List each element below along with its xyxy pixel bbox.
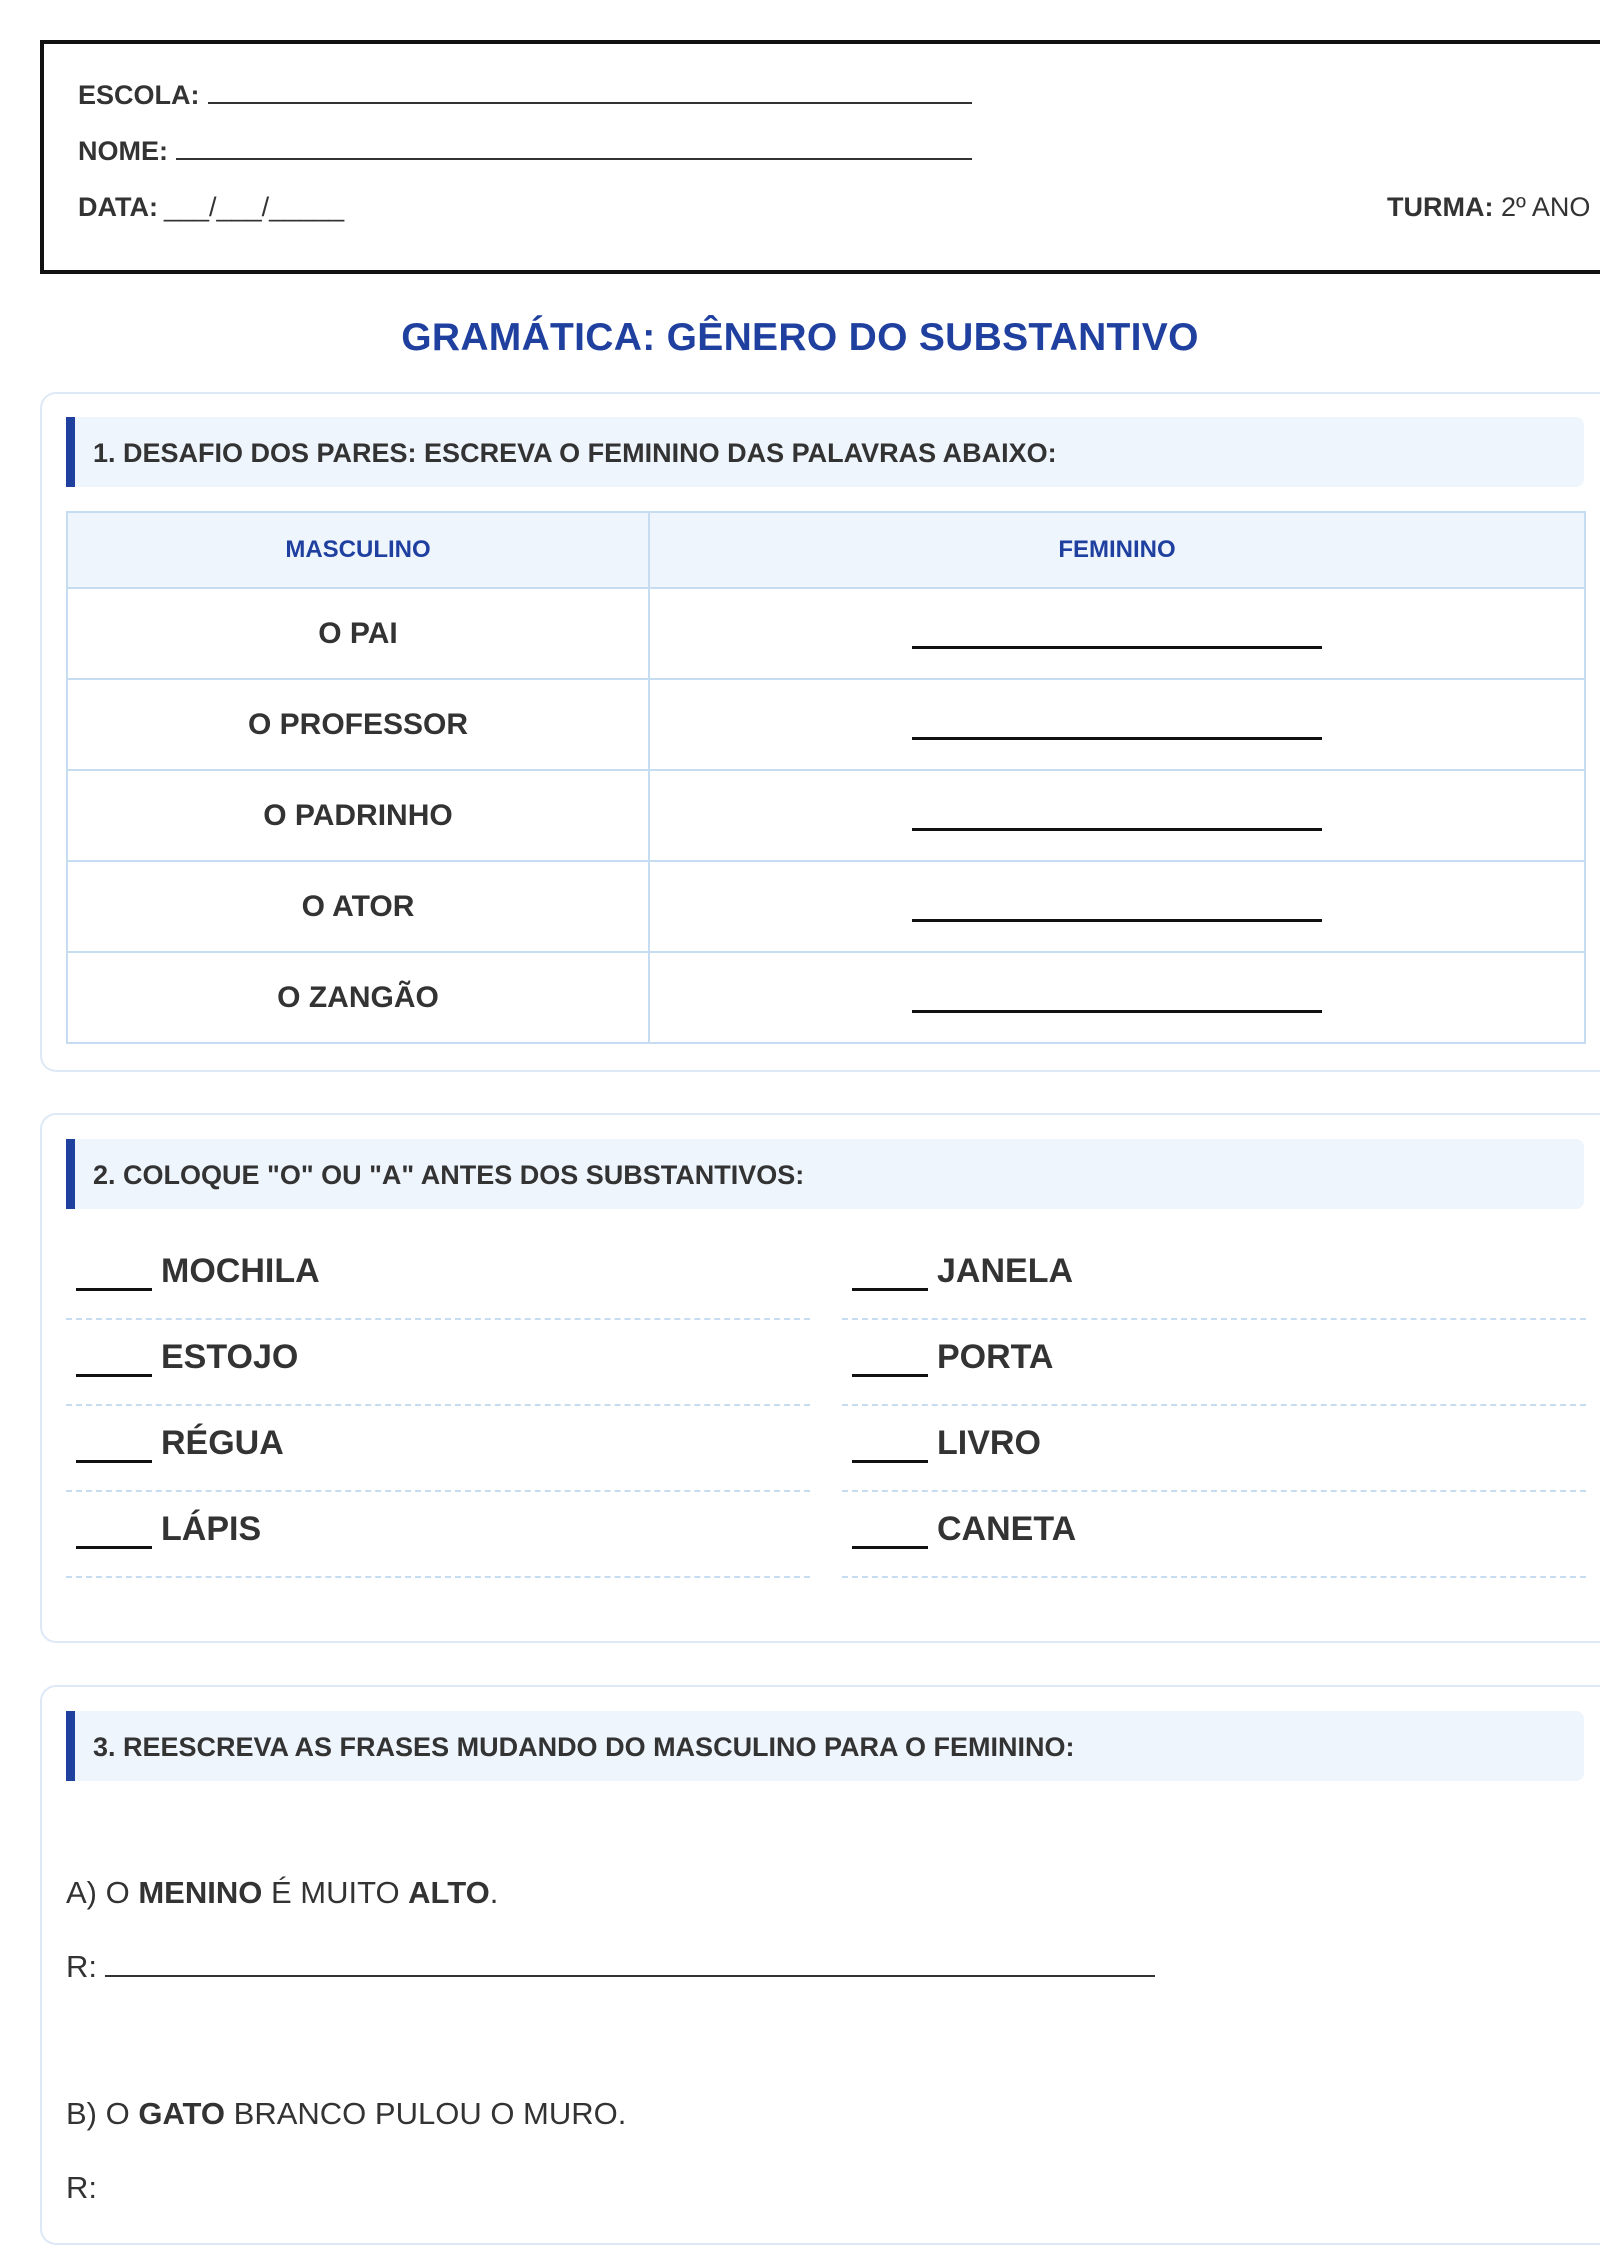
masculine-word: O PAI — [67, 588, 649, 679]
article-blank[interactable] — [76, 1288, 152, 1291]
table-row — [67, 861, 1585, 952]
noun-word: RÉGUA — [161, 1424, 284, 1462]
article-item[interactable] — [842, 1320, 1586, 1406]
table-row — [67, 679, 1585, 770]
article-item[interactable] — [842, 1406, 1586, 1492]
answer-b-label: R: — [66, 2170, 97, 2205]
section-3-heading-text: 3. REESCREVA AS FRASES MUDANDO DO MASCULINO PARA O FEMININO: — [93, 1732, 1075, 1762]
answer-line[interactable] — [912, 628, 1322, 649]
answer-b[interactable] — [66, 2170, 97, 2206]
noun-word: LÁPIS — [161, 1510, 262, 1548]
masculine-word: O PROFESSOR — [67, 679, 649, 770]
sentence-a — [66, 1875, 498, 1911]
feminine-answer-cell[interactable] — [649, 588, 1585, 679]
escola-field[interactable] — [78, 80, 972, 111]
section-2-heading-text: 2. COLOQUE "O" OU "A" ANTES DOS SUBSTANTIVOS: — [93, 1160, 805, 1190]
article-blank[interactable] — [852, 1460, 928, 1463]
section-2-heading — [66, 1139, 1584, 1209]
turma-field — [1387, 192, 1590, 223]
nome-field[interactable] — [78, 136, 972, 167]
section-1-heading-text: 1. DESAFIO DOS PARES: ESCREVA O FEMININO DAS PALAVRAS ABAIXO: — [93, 438, 1057, 468]
sentence-b-suffix: BRANCO PULOU O MURO. — [225, 2096, 627, 2131]
masculine-word: O PADRINHO — [67, 770, 649, 861]
noun-word: LIVRO — [937, 1424, 1041, 1462]
sentence-b — [66, 2096, 626, 2132]
article-item[interactable] — [842, 1234, 1586, 1320]
answer-line[interactable] — [912, 992, 1322, 1013]
column-header-masculino: MASCULINO — [67, 512, 649, 588]
sentence-a-mid: É MUITO — [262, 1875, 409, 1910]
section-2-card — [40, 1113, 1600, 1643]
header-box — [40, 40, 1600, 274]
page-title: GRAMÁTICA: GÊNERO DO SUBSTANTIVO — [401, 316, 1199, 359]
article-blank[interactable] — [852, 1374, 928, 1377]
table-row — [67, 588, 1585, 679]
data-field[interactable] — [78, 192, 344, 223]
article-blank[interactable] — [76, 1460, 152, 1463]
article-item[interactable] — [842, 1492, 1586, 1578]
answer-line[interactable] — [912, 719, 1322, 740]
feminine-answer-cell[interactable] — [649, 861, 1585, 952]
feminine-answer-cell[interactable] — [649, 679, 1585, 770]
nome-line[interactable] — [176, 157, 972, 160]
feminine-answer-cell[interactable] — [649, 770, 1585, 861]
table-row — [67, 770, 1585, 861]
noun-word: JANELA — [937, 1252, 1074, 1290]
sentence-b-bold-noun: GATO — [138, 2096, 226, 2131]
article-item[interactable] — [66, 1234, 810, 1320]
answer-a-line[interactable] — [105, 1974, 1155, 1977]
escola-label: ESCOLA: — [78, 80, 200, 110]
sentence-b-prefix: B) O — [66, 2096, 139, 2131]
turma-label: TURMA: — [1387, 192, 1494, 222]
data-value[interactable]: ___/___/_____ — [163, 192, 345, 222]
answer-line[interactable] — [912, 901, 1322, 922]
article-blank[interactable] — [76, 1546, 152, 1549]
section-3-heading — [66, 1711, 1584, 1781]
escola-line[interactable] — [208, 101, 972, 104]
article-item[interactable] — [66, 1320, 810, 1406]
article-item[interactable] — [66, 1406, 810, 1492]
column-header-feminino: FEMININO — [649, 512, 1585, 588]
sentence-a-bold-noun: MENINO — [138, 1875, 263, 1910]
answer-a[interactable] — [66, 1949, 1155, 1985]
noun-word: ESTOJO — [161, 1338, 299, 1376]
article-blank[interactable] — [852, 1288, 928, 1291]
feminine-answer-cell[interactable] — [649, 952, 1585, 1043]
noun-word: CANETA — [937, 1510, 1077, 1548]
nome-label: NOME: — [78, 136, 168, 166]
answer-a-label: R: — [66, 1949, 97, 1984]
section-3-card — [40, 1685, 1600, 2245]
gender-table — [66, 511, 1586, 1044]
article-blank[interactable] — [76, 1374, 152, 1377]
article-blank[interactable] — [852, 1546, 928, 1549]
masculine-word: O ATOR — [67, 861, 649, 952]
sentence-a-bold-adjective: ALTO — [408, 1875, 490, 1910]
sentence-a-suffix: . — [489, 1875, 499, 1910]
section-1-heading — [66, 417, 1584, 487]
answer-line[interactable] — [912, 810, 1322, 831]
table-header-row — [67, 512, 1585, 588]
table-row — [67, 952, 1585, 1043]
article-item[interactable] — [66, 1492, 810, 1578]
data-label: DATA: — [78, 192, 158, 222]
noun-word: PORTA — [937, 1338, 1054, 1376]
turma-value: 2º ANO — [1501, 192, 1591, 222]
noun-word: MOCHILA — [161, 1252, 320, 1290]
sentence-a-prefix: A) O — [66, 1875, 139, 1910]
masculine-word: O ZANGÃO — [67, 952, 649, 1043]
section-1-card — [40, 392, 1600, 1072]
